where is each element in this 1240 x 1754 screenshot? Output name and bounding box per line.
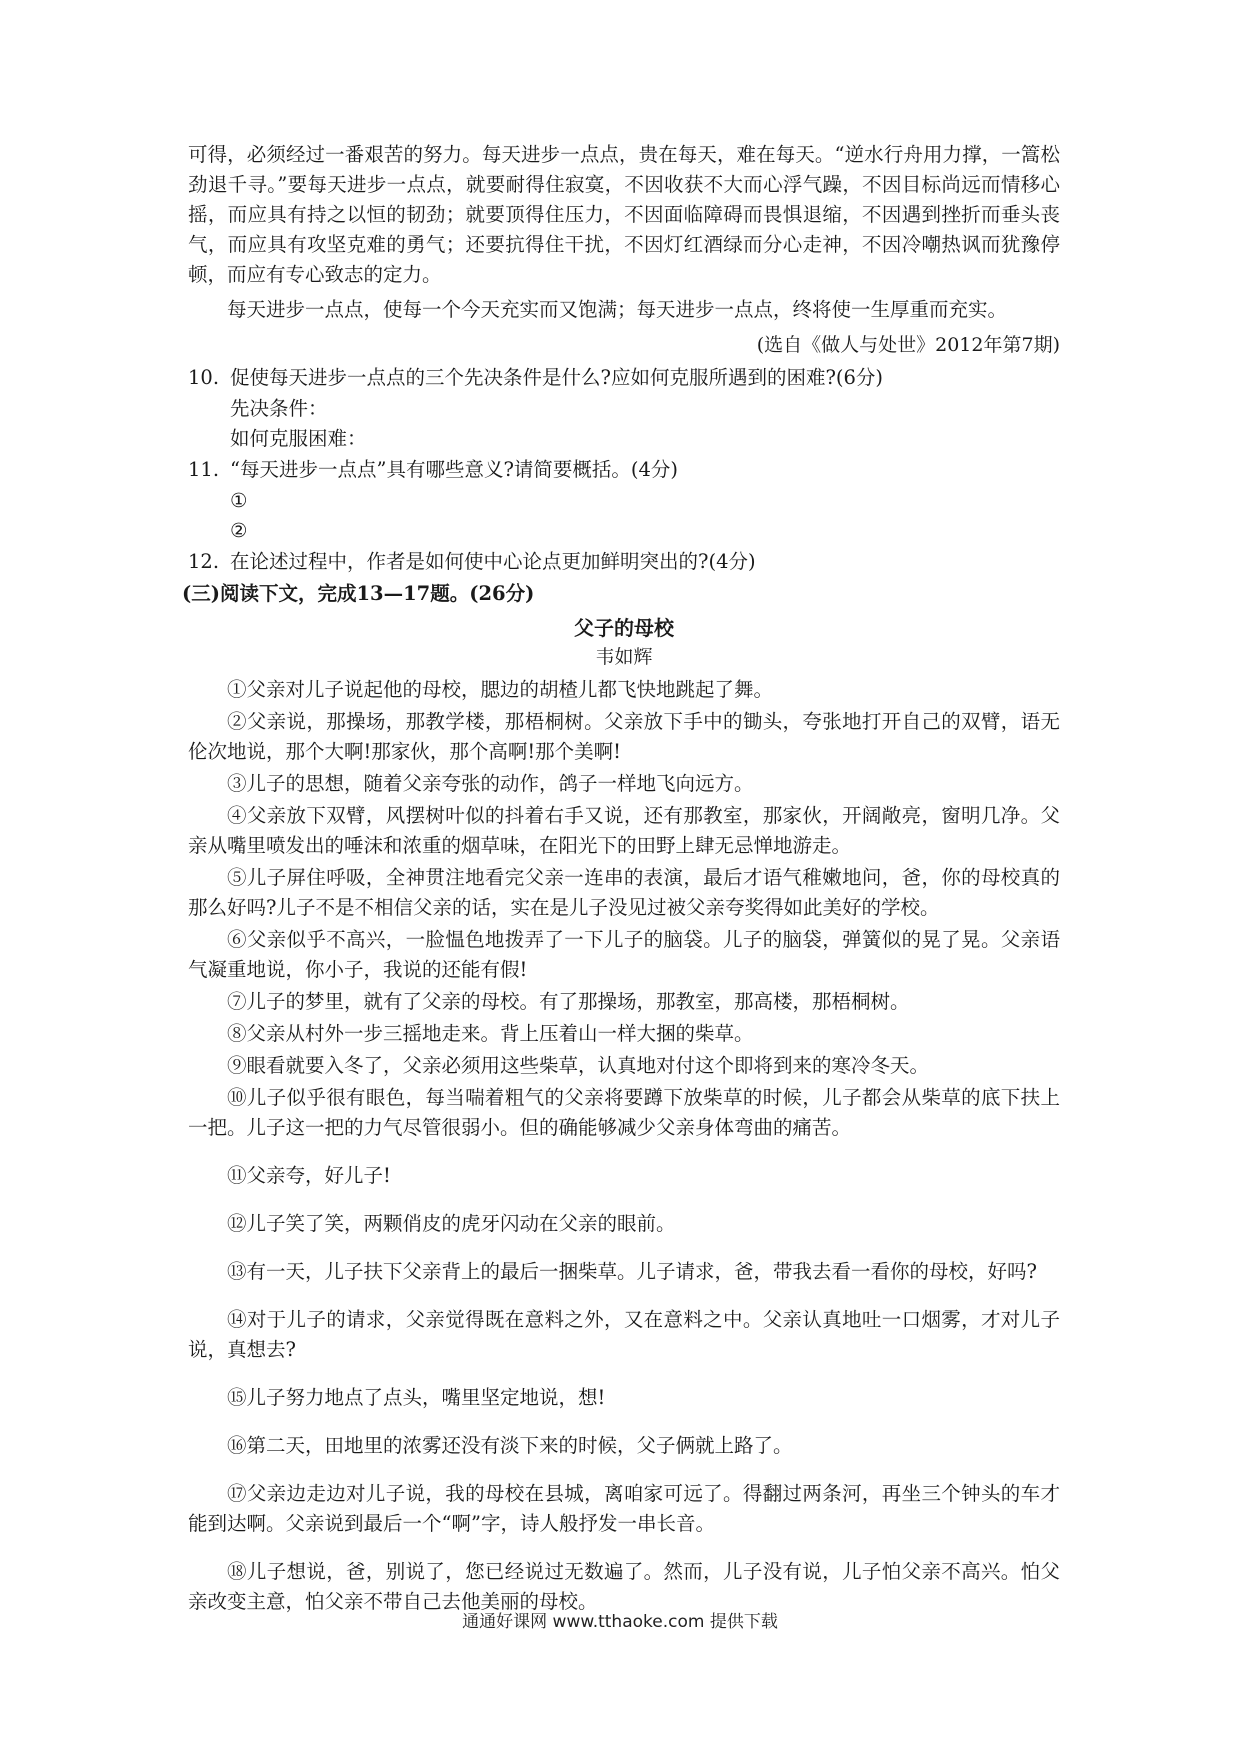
story-paragraph: ⑨眼看就要入冬了，父亲必须用这些柴草，认真地对付这个即将到来的寒冷冬天。 [227,1054,930,1077]
question-number: 11. [188,458,220,481]
page-footer: 通通好课网 www.tthaoke.com 提供下载 [462,1612,778,1632]
story-title: 父子的母校 [574,616,674,640]
story-paragraph: ⑧父亲从村外一步三摇地走来。背上压着山一样大捆的柴草。 [227,1022,754,1045]
story-paragraph: ④父亲放下双臂，风摆树叶似的抖着右手又说，还有那教室，那家伙，开阔敞亮，窗明几净。父亲从嘴里喷发出的唾沫和浓重的烟草味，在阳光下的田野上肆无忌惮地游走。 [188,804,1060,857]
story-paragraph: ①父亲对儿子说起他的母校，腮边的胡楂儿都飞快地跳起了舞。 [227,678,774,701]
story-paragraph: ③儿子的思想，随着父亲夸张的动作，鸽子一样地飞向远方。 [227,772,754,795]
story-paragraph: ⑪父亲夸，好儿子! [227,1164,391,1187]
story-paragraph: ⑤儿子屏住呼吸，全神贯注地看完父亲一连串的表演，最后才语气稚嫩地问，爸，你的母校真的那么好吗?儿子不是不相信父亲的话，实在是儿子没见过被父亲夸奖得如此美好的学校。 [188,866,1060,919]
story-paragraph: ⑦儿子的梦里，就有了父亲的母校。有了那操场，那教室，那高楼，那梧桐树。 [227,990,910,1013]
question-text: 促使每天进步一点点的三个先决条件是什么?应如何克服所遇到的困难?(6分) [230,366,884,389]
question-text: 在论述过程中，作者是如何使中心论点更加鲜明突出的?(4分) [230,550,756,573]
answer-prompt: 如何克服困难： [230,427,367,450]
story-paragraph: ⑮儿子努力地点了点头，嘴里坚定地说，想! [227,1386,606,1409]
question-11 [188,455,1060,545]
essay-paragraph-1: 可得，必须经过一番艰苦的努力。每天进步一点点，贵在每天，难在每天。“逆水行舟用力撑，一篙松劲退千寻。”要每天进步一点点，就要耐得住寂寞，不因收获不大而心浮气躁，不因目标尚远而情移心摇，而应具有持之以恒的韧劲；就要顶得住压力，不因面临障碍而畏惧退缩，不因遇到挫折而垂头丧气，而应具有攻坚克难的勇气；还要抗得住干扰，不因灯红酒绿而分心走神，不因冷嘲热讽而犹豫停顿，而应有专心致志的定力。 [188,143,1060,286]
story-author: 韦如辉 [595,646,653,668]
story-paragraph: ⑩儿子似乎很有眼色，每当喘着粗气的父亲将要蹲下放柴草的时候，儿子都会从柴草的底下扶上一把。儿子这一把的力气尽管很弱小。但的确能够减少父亲身体弯曲的痛苦。 [188,1086,1060,1139]
story-paragraph: ⑫儿子笑了笑，两颗俏皮的虎牙闪动在父亲的眼前。 [227,1212,676,1235]
question-10 [188,363,1060,453]
essay-paragraph-2: 每天进步一点点，使每一个今天充实而又饱满；每天进步一点点，终将使一生厚重而充实。 [227,298,1008,321]
story-body [188,675,1060,1617]
story-paragraph: ⑬有一天，儿子扶下父亲背上的最后一捆柴草。儿子请求，爸，带我去看一看你的母校，好吗? [227,1260,1037,1283]
question-number: 10. [188,366,220,389]
story-paragraph: ⑯第二天，田地里的浓雾还没有淡下来的时候，父子俩就上路了。 [227,1434,793,1457]
question-number: 12. [188,550,220,573]
story-paragraph: ②父亲说，那操场，那教学楼，那梧桐树。父亲放下手中的锄头，夸张地打开自己的双臂，语无伦次地说，那个大啊!那家伙，那个高啊!那个美啊! [188,710,1060,763]
answer-prompt: ② [230,519,248,542]
question-12 [188,547,1060,577]
answer-prompt: ① [230,489,248,512]
story-paragraph: ⑥父亲似乎不高兴，一脸愠色地拨弄了一下儿子的脑袋。儿子的脑袋，弹簧似的晃了晃。父亲语气凝重地说，你小子，我说的还能有假! [188,928,1060,981]
section-heading: (三)阅读下文，完成13—17题。(26分) [182,582,535,605]
essay-source: (选自《做人与处世》2012年第7期) [756,334,1060,356]
story-paragraph: ⑰父亲边走边对儿子说，我的母校在县城，离咱家可远了。得翻过两条河，再坐三个钟头的车才能到达啊。父亲说到最后一个“啊”字，诗人般抒发一串长音。 [188,1482,1060,1535]
answer-prompt: 先决条件： [230,397,328,420]
question-text: “每天进步一点点”具有哪些意义?请简要概括。(4分) [230,458,679,481]
story-paragraph: ⑭对于儿子的请求，父亲觉得既在意料之外，又在意料之中。父亲认真地吐一口烟雾，才对儿子说，真想去? [188,1308,1060,1361]
document-page [182,140,1060,1619]
story-paragraph: ⑱儿子想说，爸，别说了，您已经说过无数遍了。然而，儿子没有说，儿子怕父亲不高兴。怕父亲改变主意，怕父亲不带自己去他美丽的母校。 [188,1560,1060,1613]
